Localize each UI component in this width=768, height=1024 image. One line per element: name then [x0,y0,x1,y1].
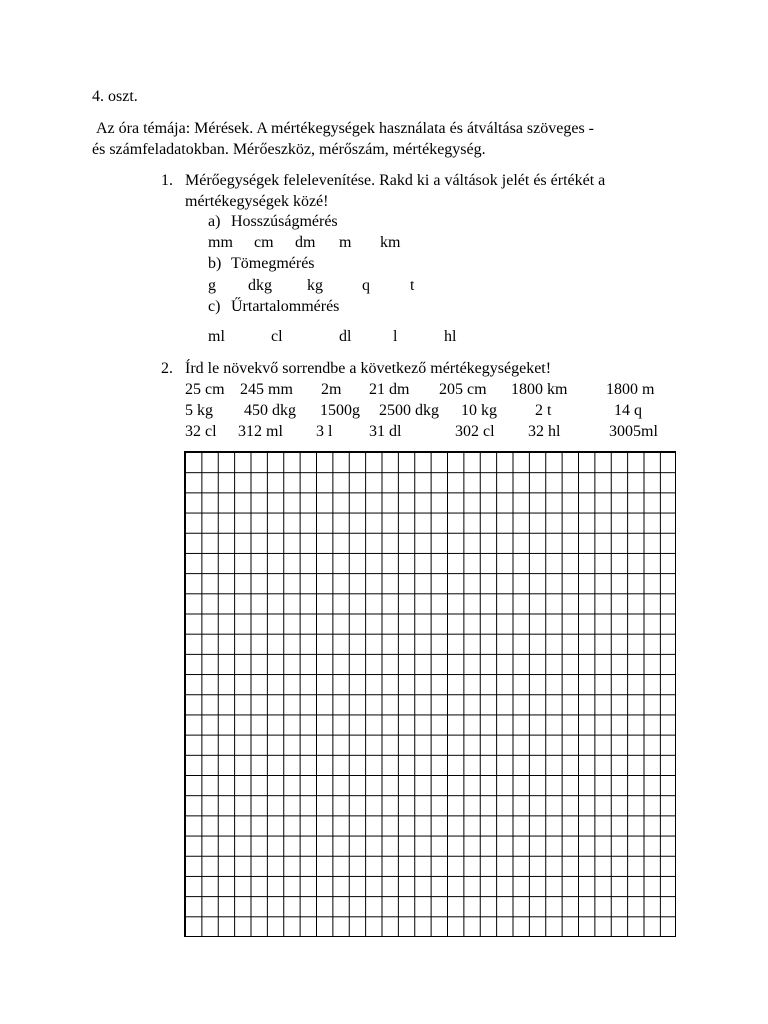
value-cell: 31 dl [369,423,402,440]
unit-g: g [208,277,216,294]
unit-cl: cl [271,328,283,345]
unit-mm: mm [208,234,233,251]
value-cell: 2 t [535,402,552,419]
section-a-title: Hosszúságmérés [231,213,338,230]
value-cell: 302 cl [455,423,495,440]
value-cell: 5 kg [185,402,213,419]
task2-instruction: Írd le növekvő sorrendbe a következő mértékegységeket! [185,360,552,377]
unit-dm: dm [295,234,316,251]
value-cell: 32 hl [528,423,561,440]
unit-m: m [339,234,352,251]
unit-l: l [393,328,398,345]
value-cell: 312 ml [238,423,283,440]
value-cell: 450 dkg [244,402,296,419]
unit-ml: ml [208,328,225,345]
value-cell: 1800 km [511,381,568,398]
value-cell: 2m [321,381,342,398]
value-cell: 1500g [320,402,360,419]
value-cell: 10 kg [461,402,497,419]
task1-instruction-line-2: mértékegységek közé! [185,193,329,210]
task1-number: 1. [161,172,173,189]
unit-hl: hl [444,328,457,345]
section-b-title: Tömegmérés [231,255,315,272]
unit-dkg: dkg [248,277,272,294]
value-cell: 3005ml [609,423,658,440]
value-cell: 1800 m [606,381,655,398]
unit-cm: cm [254,234,274,251]
class-label: 4. oszt. [92,88,138,105]
value-cell: 14 q [614,402,642,419]
value-cell: 25 cm [185,381,225,398]
unit-kg: kg [307,277,323,294]
unit-km: km [380,234,401,251]
topic-line-1: Az óra témája: Mérések. A mértékegységek használata és átváltása szöveges - [96,120,595,137]
unit-t: t [410,277,415,294]
task1-instruction-line-1: Mérőegységek felelevenítése. Rakd ki a váltások jelét és értékét a [185,172,606,189]
section-b-label: b) [208,255,222,272]
value-cell: 21 dm [369,381,410,398]
value-cell: 205 cm [439,381,487,398]
task2-number: 2. [161,360,173,377]
value-cell: 3 l [316,423,333,440]
value-cell: 2500 dkg [379,402,439,419]
value-cell: 245 mm [240,381,293,398]
value-cell: 32 cl [185,423,217,440]
section-c-label: c) [208,298,221,315]
unit-q: q [362,277,370,294]
section-c-title: Űrtartalommérés [231,298,340,315]
unit-dl: dl [339,328,352,345]
topic-line-2: és számfeladatokban. Mérőeszköz, mérőszám, mértékegység. [92,141,486,158]
answer-grid[interactable] [184,451,676,937]
section-a-label: a) [208,213,221,230]
